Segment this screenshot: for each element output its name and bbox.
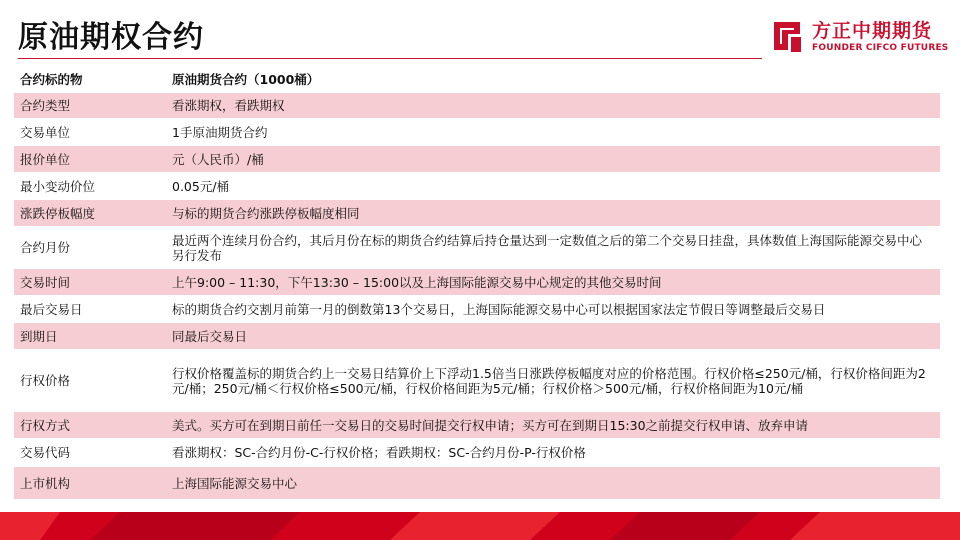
table-row bbox=[14, 350, 940, 412]
row-label: 最后交易日 bbox=[14, 296, 166, 323]
row-value: 美式。买方可在到期日前任一交易日的交易时间提交行权申请；买方可在到期日15:30之前提交行权申请、放弃申请 bbox=[166, 412, 940, 439]
table-row bbox=[14, 173, 940, 200]
row-value: 看涨期权，看跌期权 bbox=[166, 93, 940, 119]
row-value: 上午9:00 – 11:30，下午13:30 – 15:00以及上海国际能源交易中心规定的其他交易时间 bbox=[166, 269, 940, 296]
row-value: 看涨期权：SC-合约月份-C-行权价格；看跌期权：SC-合约月份-P-行权价格 bbox=[166, 439, 940, 467]
row-label: 行权方式 bbox=[14, 412, 166, 439]
row-label: 到期日 bbox=[14, 323, 166, 350]
row-label: 上市机构 bbox=[14, 467, 166, 500]
table-row bbox=[14, 323, 940, 350]
row-value: 同最后交易日 bbox=[166, 323, 940, 350]
founder-logo-icon bbox=[770, 20, 804, 54]
table-row bbox=[14, 93, 940, 119]
row-label: 合约月份 bbox=[14, 227, 166, 269]
page-title: 原油期权合约 bbox=[18, 20, 204, 55]
logo-company-name: 方正中期期货 bbox=[812, 20, 933, 42]
row-value: 0.05元/桶 bbox=[166, 173, 940, 200]
row-label: 交易代码 bbox=[14, 439, 166, 467]
row-value: 行权价格覆盖标的期货合约上一交易日结算价上下浮动1.5倍当日涨跌停板幅度对应的价格范围。行权价格≤250元/桶，行权价格间距为2元/桶；250元/桶＜行权价格≤500元/桶，行权价格间距为5元/桶；行权价格＞500元/桶，行权价格间距为10元/桶 bbox=[166, 350, 940, 412]
table-header-row bbox=[14, 66, 940, 93]
table-row bbox=[14, 227, 940, 269]
contract-spec-table bbox=[14, 66, 940, 500]
table-row bbox=[14, 269, 940, 296]
header-label: 合约标的物 bbox=[14, 66, 166, 93]
table-row bbox=[14, 200, 940, 227]
row-label: 行权价格 bbox=[14, 350, 166, 412]
table-row bbox=[14, 296, 940, 323]
row-label: 涨跌停板幅度 bbox=[14, 200, 166, 227]
footer-decoration-bar bbox=[0, 512, 960, 540]
row-label: 最小变动价位 bbox=[14, 173, 166, 200]
company-logo bbox=[770, 20, 948, 56]
row-value: 最近两个连续月份合约，其后月份在标的期货合约结算后持仓量达到一定数值之后的第二个交易日挂盘，具体数值上海国际能源交易中心另行发布 bbox=[166, 227, 940, 269]
row-value: 标的期货合约交割月前第一月的倒数第13个交易日，上海国际能源交易中心可以根据国家法定节假日等调整最后交易日 bbox=[166, 296, 940, 323]
table-row bbox=[14, 467, 940, 500]
table-row bbox=[14, 439, 940, 467]
row-label: 交易单位 bbox=[14, 119, 166, 146]
row-label: 合约类型 bbox=[14, 93, 166, 119]
table-row bbox=[14, 412, 940, 439]
header-value: 原油期货合约（1000桶） bbox=[166, 66, 940, 93]
logo-company-subtitle: FOUNDER CIFCO FUTURES bbox=[812, 43, 949, 53]
title-divider bbox=[18, 58, 762, 59]
row-value: 上海国际能源交易中心 bbox=[166, 467, 940, 500]
row-value: 元（人民币）/桶 bbox=[166, 146, 940, 173]
row-label: 报价单位 bbox=[14, 146, 166, 173]
row-value: 与标的期货合约涨跌停板幅度相同 bbox=[166, 200, 940, 227]
table-row bbox=[14, 119, 940, 146]
row-value: 1手原油期货合约 bbox=[166, 119, 940, 146]
table-row bbox=[14, 146, 940, 173]
row-label: 交易时间 bbox=[14, 269, 166, 296]
